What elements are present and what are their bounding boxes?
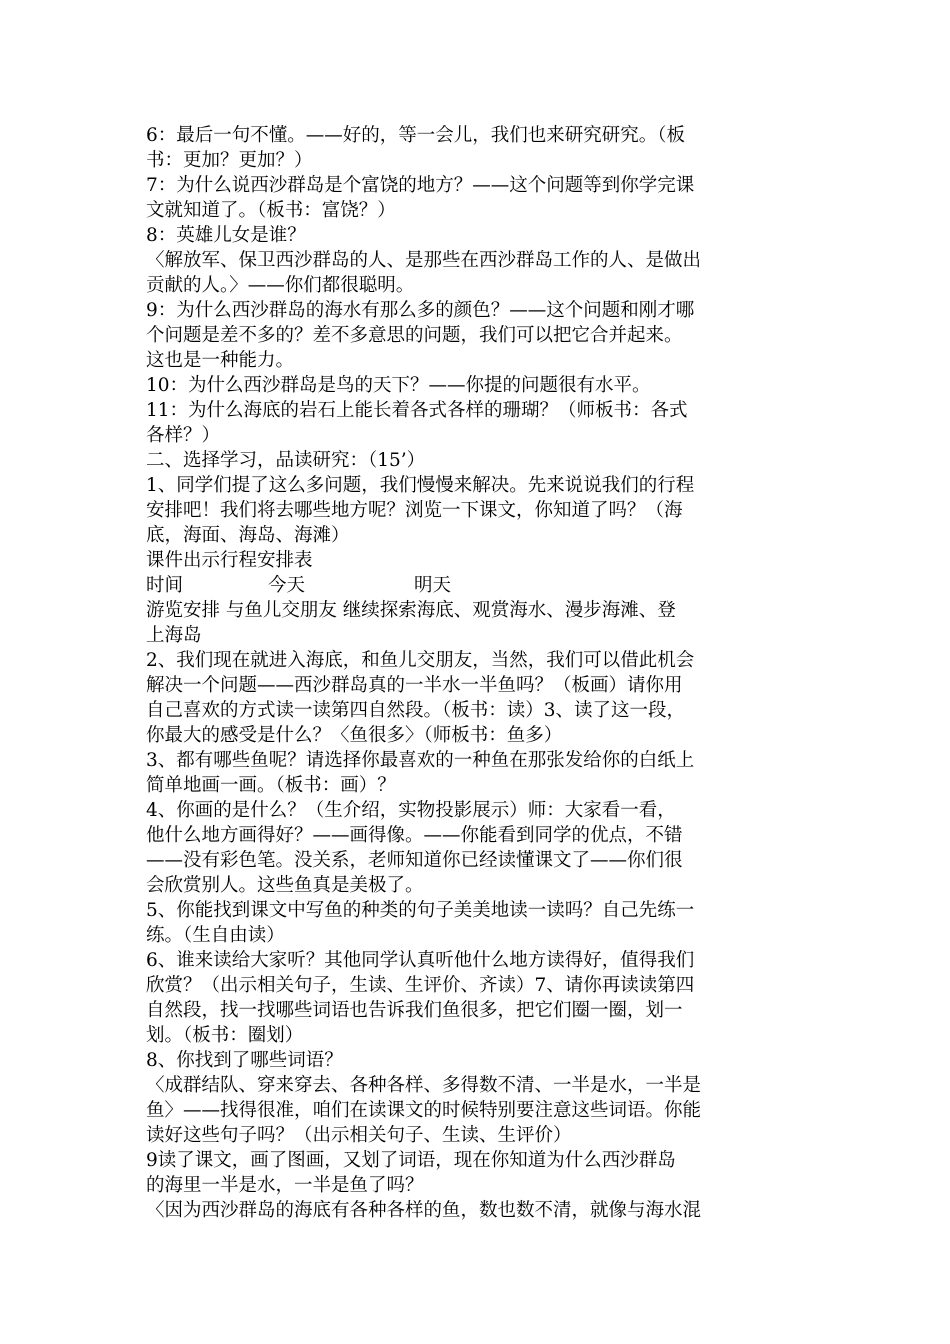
text-line: 自然段，找一找哪些词语也告诉我们鱼很多，把它们圈一圈，划一 xyxy=(146,1000,683,1021)
text-line: 读好这些句子吗？（出示相关句子、生读、生评价） xyxy=(146,1125,572,1146)
text-line: 8：英雄儿女是谁？ xyxy=(146,225,306,246)
text-line: 11：为什么海底的岩石上能长着各式各样的珊瑚？（师板书：各式 xyxy=(146,400,688,421)
text-line: 简单地画一画。（板书：画）？ xyxy=(146,775,396,796)
text-line: 〈成群结队、穿来穿去、各种各样、多得数不清、一半是水，一半是 xyxy=(146,1075,702,1096)
text-line: 〈解放军、保卫西沙群岛的人、是那些在西沙群岛工作的人、是做出 xyxy=(146,250,702,271)
document-page xyxy=(146,123,810,1223)
schedule-col-tomorrow: 明天 xyxy=(414,575,452,596)
text-line: 书：更加？更加？） xyxy=(146,150,313,171)
text-line: 会欣赏别人。这些鱼真是美极了。 xyxy=(146,875,424,896)
text-line: 〈因为西沙群岛的海底有各种各样的鱼，数也数不清，就像与海水混 xyxy=(146,1200,702,1221)
text-line: 鱼〉——找得很准，咱们在读课文的时候特别要注意这些词语。你能 xyxy=(146,1100,702,1121)
text-line: 自己喜欢的方式读一读第四自然段。（板书：读）3、读了这一段， xyxy=(146,700,686,721)
text-line: 安排吧！我们将去哪些地方呢？浏览一下课文，你知道了吗？（海 xyxy=(146,500,683,521)
text-line: 游览安排 与鱼儿交朋友 继续探索海底、观赏海水、漫步海滩、登 xyxy=(146,600,676,621)
text-line: 10：为什么西沙群岛是鸟的天下？——你提的问题很有水平。 xyxy=(146,375,651,396)
text-line: 1、同学们提了这么多问题，我们慢慢来解决。先来说说我们的行程 xyxy=(146,475,695,496)
text-line: 5、你能找到课文中写鱼的种类的句子美美地读一读吗？自己先练一 xyxy=(146,900,695,921)
text-line: 6：最后一句不懂。——好的，等一会儿，我们也来研究研究。（板 xyxy=(146,125,686,146)
text-line: 底，海面、海岛、海滩） xyxy=(146,525,350,546)
text-line: 7：为什么说西沙群岛是个富饶的地方？——这个问题等到你学完课 xyxy=(146,175,695,196)
text-line: 9读了课文，画了图画，又划了词语，现在你知道为什么西沙群岛 xyxy=(146,1150,676,1171)
text-line: ——没有彩色笔。没关系，老师知道你已经读懂课文了——你们很 xyxy=(146,850,683,871)
text-line: 文就知道了。（板书：富饶？） xyxy=(146,200,396,221)
text-line: 3、都有哪些鱼呢？请选择你最喜欢的一种鱼在那张发给你的白纸上 xyxy=(146,750,695,771)
text-line: 2、我们现在就进入海底，和鱼儿交朋友，当然，我们可以借此机会 xyxy=(146,650,695,671)
text-line: 6、谁来读给大家听？其他同学认真听他什么地方读得好，值得我们 xyxy=(146,950,695,971)
text-line: 二、选择学习，品读研究：（15’） xyxy=(146,450,426,471)
text-line: 他什么地方画得好？——画得像。——你能看到同学的优点，不错 xyxy=(146,825,683,846)
schedule-col-today: 今天 xyxy=(268,575,306,596)
text-line: 的海里一半是水，一半是鱼了吗？ xyxy=(146,1175,424,1196)
text-block-1 xyxy=(146,123,810,573)
text-line: 个问题是差不多的？差不多意思的问题，我们可以把它合并起来。 xyxy=(146,325,683,346)
text-line: 练。（生自由读） xyxy=(146,925,285,946)
text-line: 上海岛 xyxy=(146,625,202,646)
schedule-col-time: 时间 xyxy=(146,575,184,596)
text-line: 划。（板书：圈划） xyxy=(146,1025,304,1046)
text-block-2 xyxy=(146,598,810,1223)
text-line: 课件出示行程安排表 xyxy=(146,550,313,571)
text-line: 4、你画的是什么？（生介绍，实物投影展示）师：大家看一看， xyxy=(146,800,676,821)
text-line: 8、你找到了哪些词语？ xyxy=(146,1050,343,1071)
schedule-header-row xyxy=(146,573,810,598)
text-line: 解决一个问题——西沙群岛真的一半水一半鱼吗？（板画）请你用 xyxy=(146,675,683,696)
text-line: 各样？） xyxy=(146,425,221,446)
text-line: 欣赏？（出示相关句子，生读、生评价、齐读）7、请你再读读第四 xyxy=(146,975,695,996)
text-line: 你最大的感受是什么？〈鱼很多〉（师板书：鱼多） xyxy=(146,725,563,746)
text-line: 9：为什么西沙群岛的海水有那么多的颜色？——这个问题和刚才哪 xyxy=(146,300,695,321)
text-line: 贡献的人。〉——你们都很聪明。 xyxy=(146,275,415,296)
text-line: 这也是一种能力。 xyxy=(146,350,295,371)
